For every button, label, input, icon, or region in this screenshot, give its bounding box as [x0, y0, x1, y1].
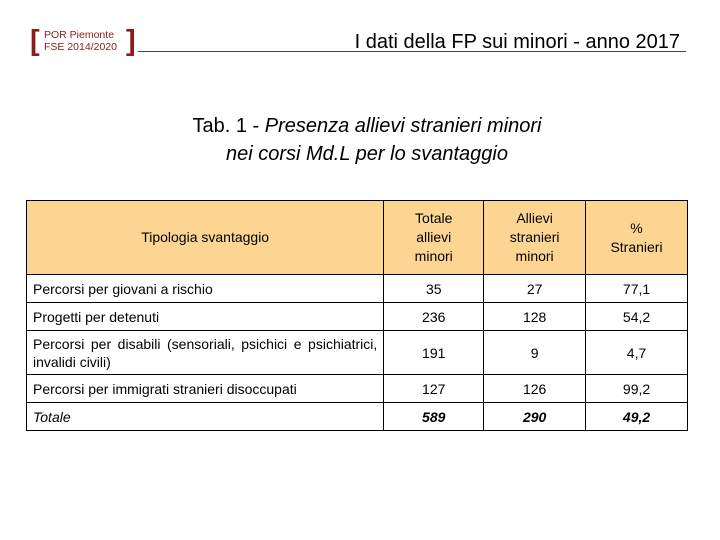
header-stranieri [484, 201, 586, 275]
row-totale: 191 [384, 331, 484, 375]
row-stranieri: 126 [484, 375, 586, 403]
table-row [27, 303, 688, 331]
logo-left-bracket: [ [30, 25, 40, 57]
header-divider [138, 51, 686, 52]
table-total-row [27, 403, 688, 431]
header-percent-line1: % [630, 219, 643, 236]
header-tipologia [27, 201, 384, 275]
header-totale-line1: Totale [415, 210, 453, 226]
row-totale: 127 [384, 375, 484, 403]
row-label: Progetti per detenuti [27, 303, 384, 331]
header-totale-line3: minori [414, 248, 453, 264]
row-label: Percorsi per disabili (sensoriali, psichici e psichiatrici, invalidi civili) [27, 331, 384, 375]
table-row [27, 275, 688, 303]
row-label: Percorsi per immigrati stranieri disoccupati [27, 375, 384, 403]
row-label: Percorsi per giovani a rischio [27, 275, 384, 303]
table-header-row [27, 201, 688, 275]
row-totale: 236 [384, 303, 484, 331]
header-stranieri-line2: stranieri [509, 229, 560, 245]
header-title: I dati della FP sui minori - anno 2017 [354, 31, 680, 53]
total-label: Totale [27, 403, 384, 431]
total-totale: 589 [384, 403, 484, 431]
row-percent: 4,7 [586, 331, 688, 375]
row-stranieri: 128 [484, 303, 586, 331]
table-title-line1: Presenza allievi stranieri minori [264, 115, 542, 137]
header-stranieri-line1: Allievi [516, 210, 553, 226]
data-table [26, 200, 688, 431]
row-totale: 35 [384, 275, 484, 303]
header-stranieri-line3: minori [515, 248, 554, 264]
table-title-prefix: Tab. 1 - [192, 115, 265, 137]
header-totale-line2: allievi [416, 229, 452, 245]
row-percent: 99,2 [586, 375, 688, 403]
row-stranieri: 27 [484, 275, 586, 303]
logo [30, 26, 134, 56]
total-stranieri: 290 [484, 403, 586, 431]
table-title-line2: nei corsi Md.L per lo svantaggio [225, 143, 508, 165]
logo-line1: POR Piemonte [44, 29, 115, 41]
logo-line2: FSE 2014/2020 [44, 41, 117, 53]
row-stranieri: 9 [484, 331, 586, 375]
table-row [27, 375, 688, 403]
row-percent: 77,1 [586, 275, 688, 303]
logo-right-bracket: ] [126, 25, 136, 57]
table-row [27, 331, 688, 375]
table-title [100, 112, 634, 168]
total-percent: 49,2 [586, 403, 688, 431]
header-tipologia-label: Tipologia svantaggio [141, 229, 270, 245]
header-percent [586, 201, 688, 275]
header-totale [384, 201, 484, 275]
row-percent: 54,2 [586, 303, 688, 331]
header-percent-line2: Stranieri [610, 238, 663, 255]
